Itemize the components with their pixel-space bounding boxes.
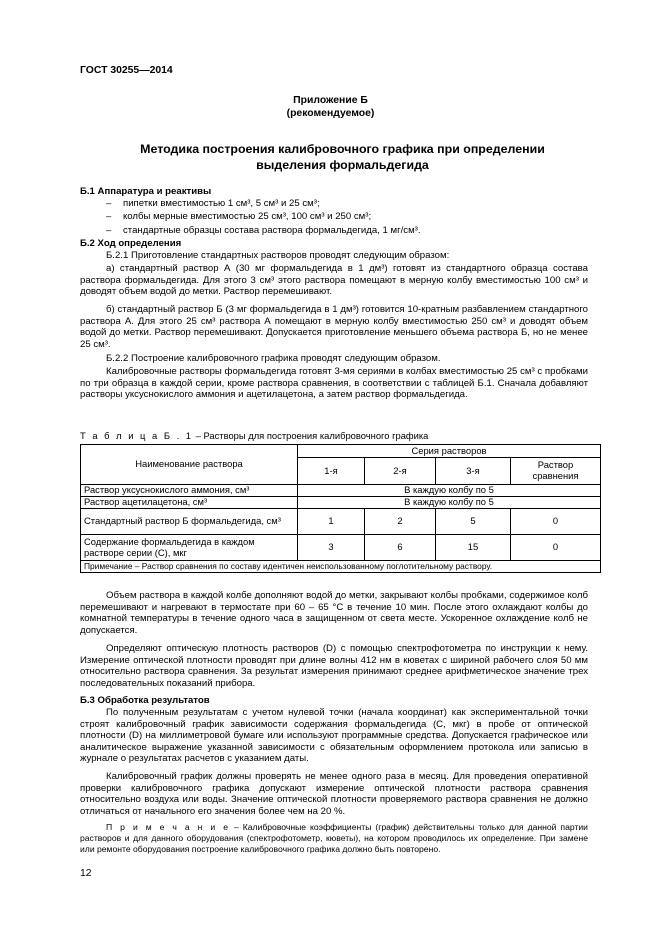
note-text: – Калибровочные коэффициенты (график) действительны только для данной партии растворов и для данного оборудования (спектрофотометр, кюветы), на котором проводилось их определение. При замене или ремонте оборудования построение калибровочного графика должно быть повторено. — [80, 822, 588, 854]
table-caption — [80, 430, 588, 442]
table-cell-name: Содержание формальдегида в каждом растворе серии (С), мкг — [81, 535, 298, 561]
table-cell-value: 0 — [511, 509, 601, 535]
table-cell-value: 0 — [511, 535, 601, 561]
table-header-name: Наименование раствора — [81, 445, 298, 485]
table-row — [81, 485, 601, 497]
paragraph: По полученным результатам с учетом нулевой точки (начала координат) как экспериментальной точки строят калибровочный график зависимости содержания формальдегида (С, мкг) в пробе от оптической плотности (D) на миллиметровой бумаге или используют программные средства. Допускается графическое или аналитическое выражение указанной зависимости с обязательным оформлением протокола или записью в журнале о результатах расчетов с указанием даты. — [80, 707, 588, 765]
title-line-2: выделения формальдегида — [256, 158, 429, 172]
table-cell-value: 15 — [436, 535, 511, 561]
section-b3-heading: Б.3 Обработка результатов — [80, 695, 210, 706]
title-line-1: Методика построения калибровочного графика при определении — [140, 142, 545, 156]
table-caption-text: – Растворы для построения калибровочного графика — [193, 430, 429, 441]
section-b2-heading: Б.2 Ход определения — [80, 238, 182, 249]
note-paragraph — [80, 822, 588, 855]
appendix-status: (рекомендуемое) — [286, 108, 375, 119]
table-header-series-3: 3-я — [436, 458, 511, 485]
table-note-row — [81, 561, 601, 573]
paragraph: б) стандартный раствор Б (3 мг формальдегида в 1 дм³) готовится 10-кратным разбавлением стандартного раствора А. Для этого 25 см³ раствора А помещают в мерную колбу вместимостью 250 см³ и доводят объем водой до метки. Раствор перемешивают. Допускается приготовление меньшего объема раствора Б, но не менее 25 см³. — [80, 304, 588, 350]
table-cell-value: 5 — [436, 509, 511, 535]
solutions-table — [80, 444, 601, 573]
document-page: ГОСТ 30255—2014 Приложение Б (рекомендуемое) Методика построения калибровочного графика при определении выделения формальдегида Б.1 Аппаратура и реактивы – пипетки вместимостью 1 см³, 5 см³ и 25 см³; – колбы мерные вместимостью 25 см³, 100 см³ и 250 см³; – стандартные образцы состава раствора формальдегида, 1 мг/см³. Б.2 Ход определения Б.2.1 Приготовление стандартных растворов проводят следующим образом: а) стандартный раствор А (30 мг формальдегида в 1 дм³) готовят из стандартного образца состава раствора формальдегида. Для этого 3 см³ этого раствора помещают в мерную колбу вместимостью 100 см³ и доводят объем водой до метки. Раствор перемешивают. б) стандартный раствор Б (3 мг формальдегида в 1 дм³) готовится 10-кратным разбавлением стандартного раствора А. Для этого 25 см³ раствора А помещают в мерную колбу вместимостью 250 см³ и доводят объем водой до метки. Раствор перемешивают. Допускается приготовление меньшего объема раствора Б, но не менее 25 см³. Б.2.2 Построение калибровочного графика проводят следующим образом. Калибровочные растворы формальдегида готовят 3-мя сериями в колбах вместимостью 25 см³ с пробками по три образца в каждой серии, кроме раствора сравнения, в соответствии с таблицей Б.1. Сначала добавляют растворы уксуснокислого аммония и ацетилацетона, а затем раствор формальдегида. Т а б л и ц а Б . 1 – Растворы для построения калибровочного графика Наименование раствора Серия растворов 1-я 2-я 3-я Раствор сравнения Раствор уксуснокислого аммония, см³ В каждую колбу по 5 Раствор ацетилацетона, см³ В каждую колбу по 5 Стандартный раствор Б формальдегида, см³ 1 2 5 0 Содержание формальдегида в каждом растворе серии (С), мкг 3 6 15 0 Примечание – Раствор сравнения по составу идентичен неиспользованному поглотительному раствору. Объем раствора в каждой колбе дополняют водой до метки, закрывают колбы пробками, содержимое колб перемешивают и нагревают в термостате при 60 – 65 °С в течение 10 мин. После этого охлаждают колбы до комнатной температуры в течение одного часа в защищенном от света месте. Ускоренное охлаждение колб не допускается. Определяют оптическую плотность растворов (D) с помощью спектрофотометра по инструкции к нему. Измерение оптической плотности проводят при длине волны 412 нм в кюветах с шириной рабочего слоя 50 мм относительно раствора сравнения. За результат измерения принимают среднее арифметическое значение трех последовательных показаний прибора. Б.3 Обработка результатов По полученным результатам с учетом нулевой точки (начала координат) как экспериментальной точки строят калибровочный график зависимости содержания формальдегида (С, мкг) в пробе от оптической плотности (D) на миллиметровой бумаге или используют программные средства. Допускается графическое или аналитическое выражение указанной зависимости с обязательным оформлением протокола или записью в журнале о результатах расчетов с указанием даты. Калибровочный график должны проверять не менее одного раза в месяц. Для проведения оперативной проверки калибровочного графика допускают измерение оптической плотности раствора сравнения относительно воздуха или воды. Значение оптической плотности проверяемого раствора сравнения не должно отличаться от начального его значения более чем на 20 %. П р и м е ч а н и е – Калибровочные коэффициенты (график) действительны только для данной партии растворов и для данного оборудования (спектрофотометр, кюветы), на котором проводилось их определение. При замене или ремонте оборудования построение калибровочного графика должно быть повторено. 12 — [0, 0, 661, 936]
standard-header: ГОСТ 30255—2014 — [80, 65, 173, 76]
table-cell-value: 3 — [298, 535, 365, 561]
list-item-text: стандартные образцы состава раствора формальдегида, 1 мг/см³. — [123, 225, 421, 236]
note-label: П р и м е ч а н и е — [106, 822, 230, 832]
paragraph: Определяют оптическую плотность растворов (D) с помощью спектрофотометра по инструкции к нему. Измерение оптической плотности проводят при длине волны 412 нм в кюветах с шириной рабочего слоя 50 мм относительно раствора сравнения. За результат измерения принимают среднее арифметическое значение трех последовательных показаний прибора. — [80, 643, 588, 689]
table-cell-merged: В каждую колбу по 5 — [298, 485, 601, 497]
table-note: Примечание – Раствор сравнения по составу идентичен неиспользованному поглотительному раствору. — [81, 561, 601, 573]
section-b1-heading: Б.1 Аппаратура и реактивы — [80, 186, 212, 197]
document-title — [80, 141, 605, 173]
table-cell-merged: В каждую колбу по 5 — [298, 497, 601, 509]
paragraph: Калибровочный график должны проверять не менее одного раза в месяц. Для проведения оперативной проверки калибровочного графика допускают измерение оптической плотности раствора сравнения относительно воздуха или воды. Значение оптической плотности проверяемого раствора сравнения не должно отличаться от начального его значения более чем на 20 %. — [80, 771, 588, 817]
appendix-label: Приложение Б — [293, 95, 368, 106]
table-row — [81, 509, 601, 535]
paragraph: Б.2.1 Приготовление стандартных растворов проводят следующим образом: — [106, 250, 450, 261]
table-header-series-2: 2-я — [365, 458, 436, 485]
table-cell-name: Раствор ацетилацетона, см³ — [81, 497, 298, 509]
table-cell-value: 1 — [298, 509, 365, 535]
paragraph: Калибровочные растворы формальдегида готовят 3-мя сериями в колбах вместимостью 25 см³ с пробками по три образца в каждой серии, кроме раствора сравнения, в соответствии с таблицей Б.1. Сначала добавляют растворы уксуснокислого аммония и ацетилацетона, а затем раствор формальдегида. — [80, 366, 588, 401]
table-cell-name: Стандартный раствор Б формальдегида, см³ — [81, 509, 298, 535]
paragraph: Б.2.2 Построение калибровочного графика проводят следующим образом. — [106, 353, 441, 364]
table-cell-value: 2 — [365, 509, 436, 535]
table-caption-label: Т а б л и ц а Б . 1 — [80, 430, 194, 441]
list-item-text: колбы мерные вместимостью 25 см³, 100 см³ и 250 см³; — [123, 211, 372, 222]
table-header-series-1: 1-я — [298, 458, 365, 485]
table-header-series: Серия растворов — [298, 445, 601, 458]
table-row — [81, 497, 601, 509]
list-item-text: пипетки вместимостью 1 см³, 5 см³ и 25 см³; — [123, 198, 320, 209]
table-row — [81, 535, 601, 561]
table-cell-value: 6 — [365, 535, 436, 561]
page-number: 12 — [80, 868, 92, 879]
table-header-reference: Раствор сравнения — [511, 458, 601, 485]
paragraph: Объем раствора в каждой колбе дополняют водой до метки, закрывают колбы пробками, содержимое колб перемешивают и нагревают в термостате при 60 – 65 °С в течение 10 мин. После этого охлаждают колбы до комнатной температуры в течение одного часа в защищенном от света месте. Ускоренное охлаждение колб не допускается. — [80, 590, 588, 636]
paragraph: а) стандартный раствор А (30 мг формальдегида в 1 дм³) готовят из стандартного образца состава раствора формальдегида. Для этого 3 см³ этого раствора помещают в мерную колбу вместимостью 100 см³ и доводят объем водой до метки. Раствор перемешивают. — [80, 263, 588, 298]
table-cell-name: Раствор уксуснокислого аммония, см³ — [81, 485, 298, 497]
